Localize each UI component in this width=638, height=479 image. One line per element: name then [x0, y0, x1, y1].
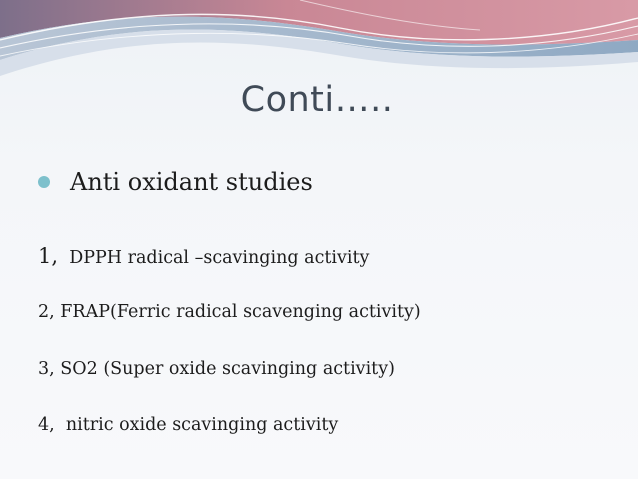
- list-item-text: FRAP(Ferric radical scavenging activity): [60, 302, 421, 322]
- bullet-item: [38, 168, 313, 196]
- list-item: [38, 415, 338, 435]
- list-item: [38, 244, 369, 268]
- bullet-dot-icon: [38, 176, 50, 188]
- list-item-number: 3,: [38, 359, 55, 379]
- list-item: [38, 359, 395, 379]
- list-item-number: 1,: [38, 244, 59, 268]
- list-item-number: 4,: [38, 415, 55, 435]
- list-item-text: DPPH radical –scavinging activity: [69, 248, 370, 268]
- header-swoosh-decoration: [0, 0, 638, 80]
- list-item-number: 2,: [38, 302, 55, 322]
- bullet-text: Anti oxidant studies: [70, 168, 313, 196]
- slide-title: Conti…..: [240, 80, 394, 120]
- list-item: [38, 302, 421, 322]
- list-item-text: SO2 (Super oxide scavinging activity): [60, 359, 395, 379]
- list-item-text: nitric oxide scavinging activity: [65, 415, 339, 435]
